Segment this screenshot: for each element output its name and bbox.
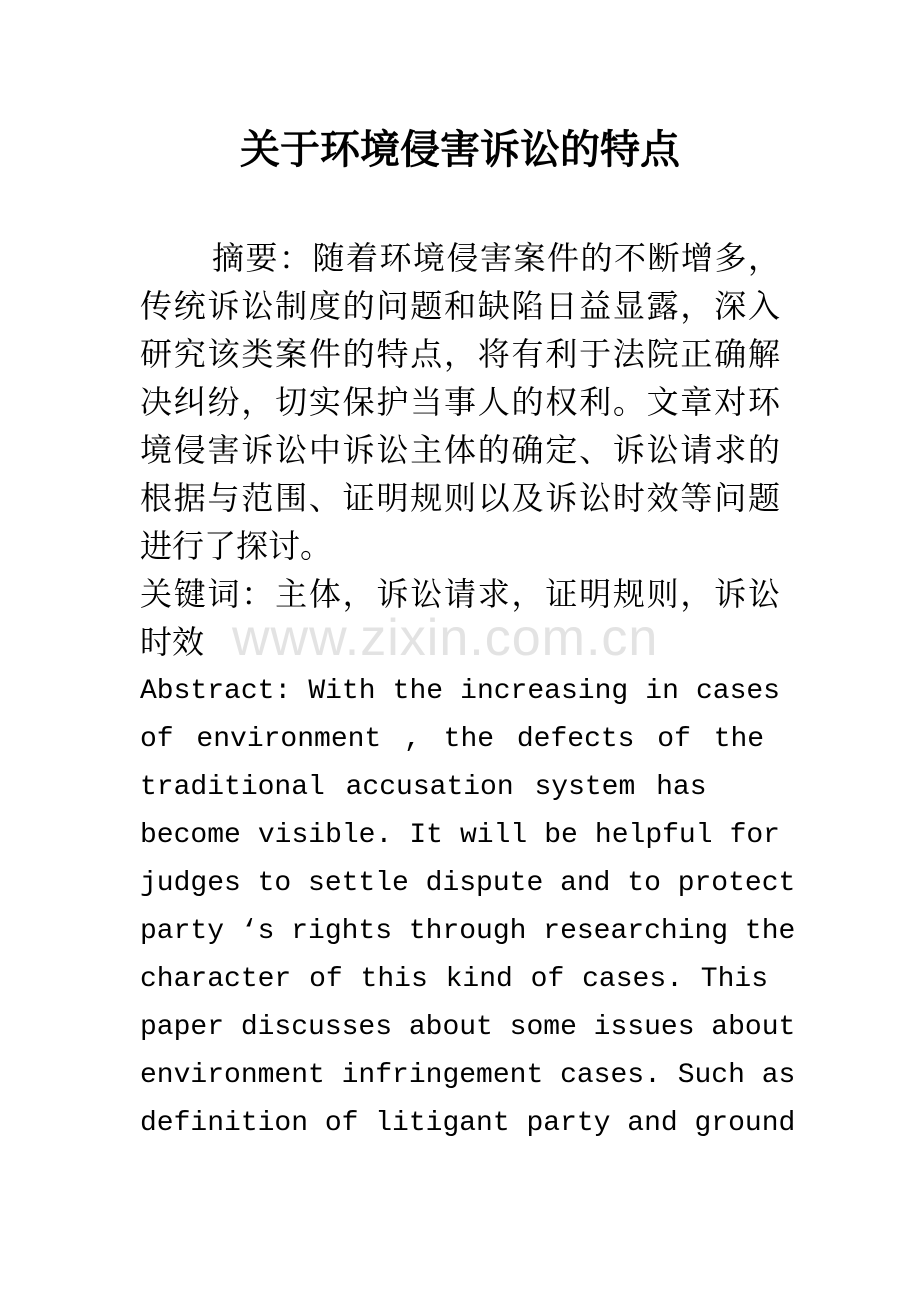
keywords-line: 关键词：主体，诉讼请求，证明规则，诉讼 <box>140 575 780 613</box>
abstract-zh-line: 传统诉讼制度的问题和缺陷日益显露，深入 <box>140 287 780 325</box>
abstract-en-line: definition of litigant party and ground <box>140 1108 796 1139</box>
keywords-line: 时效 <box>140 623 205 661</box>
abstract-en-line: character of this kind of cases. This <box>140 964 768 995</box>
abstract-en-line: judges to settle dispute and to protect <box>140 868 796 899</box>
abstract-en-line: paper discusses about some issues about <box>140 1012 796 1043</box>
abstract-en-line: traditional accusation system has <box>140 772 707 803</box>
abstract-zh-line: 摘要：随着环境侵害案件的不断增多， <box>212 239 780 277</box>
abstract-en-line: environment infringement cases. Such as <box>140 1060 796 1091</box>
abstract-zh-line: 进行了探讨。 <box>140 527 333 565</box>
abstract-en-line: of environment , the defects of the <box>140 724 765 755</box>
abstract-zh-line: 决纠纷，切实保护当事人的权利。文章对环 <box>140 383 780 421</box>
abstract-en-line: become visible. It will be helpful for <box>140 820 780 851</box>
abstract-zh-line: 境侵害诉讼中诉讼主体的确定、诉讼请求的 <box>140 431 780 469</box>
watermark: www.zixin.com.cn <box>232 609 659 667</box>
document-title: 关于环境侵害诉讼的特点 <box>240 126 680 173</box>
abstract-zh-line: 根据与范围、证明规则以及诉讼时效等问题 <box>140 479 780 517</box>
abstract-en-line: Abstract: With the increasing in cases <box>140 676 780 707</box>
abstract-zh-line: 研究该类案件的特点，将有利于法院正确解 <box>140 335 780 373</box>
abstract-en-line: party ‘s rights through researching the <box>140 916 796 947</box>
